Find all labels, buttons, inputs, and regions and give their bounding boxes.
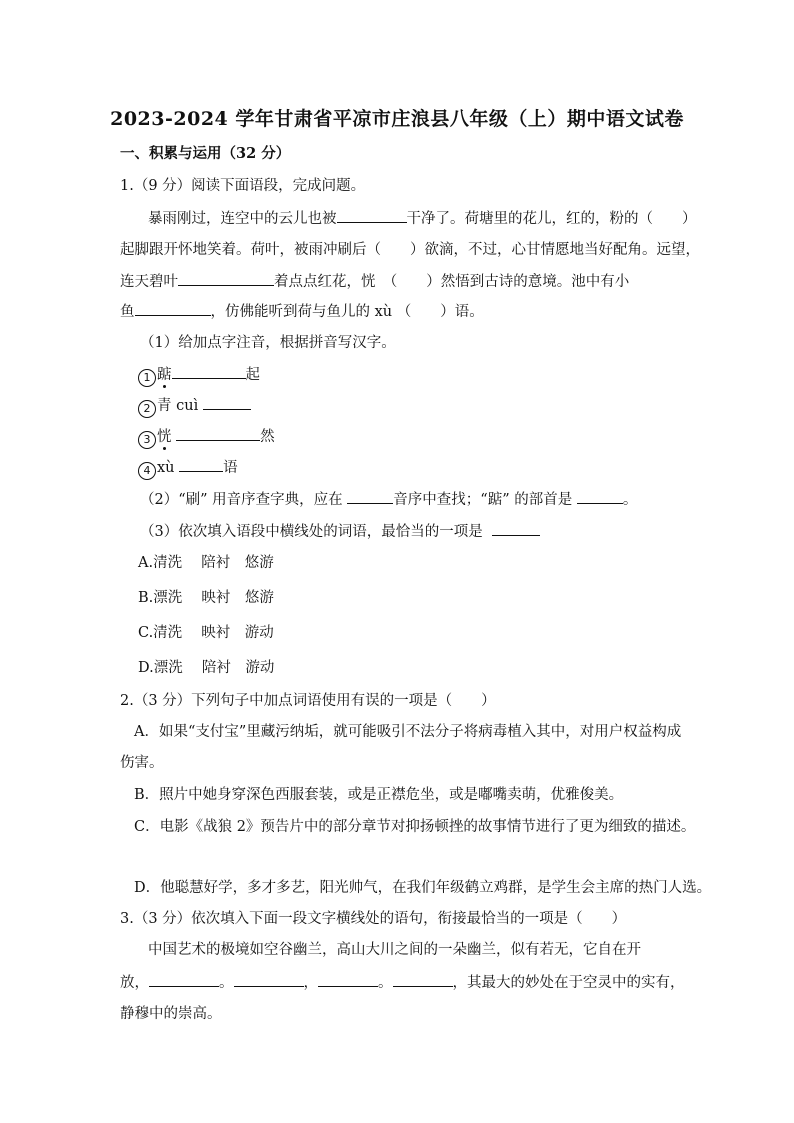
- blank: [318, 972, 378, 987]
- q1-item-2: 2 青 cuì: [138, 395, 251, 418]
- blank: [203, 395, 251, 410]
- q3-stem: 3.（3 分）依次填入下面一段文字横线处的语句，衔接最恰当的一项是（ ）: [120, 911, 627, 927]
- q1-sub2: （2）“刷” 用音序查字典，应在 音序中查找；“踮” 的部首是 。: [140, 489, 637, 510]
- q2-option-c: C．电影《战狼 2》预告片中的部分章节对抑扬顿挫的故事情节进行了更为细致的描述。: [134, 819, 696, 835]
- section-heading: 一、积累与运用（32 分）: [120, 145, 291, 162]
- q2-option-a-cont: 伤害。: [120, 755, 164, 771]
- q1-item-4: 4 xù 语: [138, 457, 238, 480]
- blank: [577, 489, 623, 504]
- q1-sub1: （1）给加点字注音，根据拼音写汉字。: [140, 335, 396, 351]
- q2-stem: 2.（3 分）下列句子中加点词语使用有误的一项是（ ）: [120, 693, 496, 709]
- blank: [149, 972, 219, 987]
- blank: [337, 208, 407, 223]
- blank: [172, 364, 246, 379]
- q1-item-3: 3 恍 然: [138, 426, 275, 449]
- exam-title: 2023-2024 学年甘肃省平凉市庄浪县八年级（上）期中语文试卷: [110, 108, 684, 130]
- blank: [179, 457, 223, 472]
- q2-option-d: D．他聪慧好学，多才多艺，阳光帅气，在我们年级鹤立鸡群，是学生会主席的热门人选。: [134, 880, 712, 896]
- blank: [178, 271, 274, 286]
- q1-passage-line-2: 起脚跟开怀地笑着。荷叶，被雨冲刷后（ ）欲滴，不过，心甘情愿地当好配角。远望，: [120, 242, 700, 258]
- q3-passage-line-1: 中国艺术的极境如空谷幽兰，高山大川之间的一朵幽兰，似有若无，它自在开: [148, 942, 641, 958]
- q1-passage-line-3: 连天碧叶 着点点红花，恍 （ ）然悟到古诗的意境。池中有小: [120, 271, 629, 292]
- q2-option-a: A．如果“支付宝”里藏污纳垢，就可能吸引不法分子将病毒植入其中，对用户权益构成: [134, 724, 682, 740]
- blank: [393, 972, 453, 987]
- blank: [176, 426, 260, 441]
- q2-option-b: B．照片中她身穿深色西服套装，或是正襟危坐，或是嘟嘴卖萌，优雅俊美。: [134, 787, 624, 803]
- q1-passage-line-1: 暴雨刚过，连空中的云儿也被 干净了。荷塘里的花儿，红的，粉的（ ）: [148, 208, 697, 229]
- blank: [135, 301, 211, 316]
- q1-option-b: B.漂洗 映衬 悠游: [138, 590, 274, 606]
- blank: [492, 521, 540, 536]
- blank: [234, 972, 304, 987]
- q1-passage-line-4: 鱼 ，仿佛能听到荷与鱼儿的 xù （ ）语。: [120, 301, 484, 322]
- q3-passage-line-2: 放， 。 ， 。 ，其最大的妙处在于空灵中的实有，: [120, 972, 685, 993]
- q1-option-c: C.清洗 映衬 游动: [138, 625, 274, 641]
- blank: [347, 489, 393, 504]
- q1-sub3: （3）依次填入语段中横线处的词语，最恰当的一项是: [140, 521, 540, 542]
- q1-item-1: 1 踮 起: [138, 364, 260, 387]
- q1-option-a: A.清洗 陪衬 悠游: [138, 555, 274, 571]
- q3-passage-line-3: 静穆中的崇高。: [120, 1006, 222, 1022]
- q1-stem: 1.（9 分）阅读下面语段，完成问题。: [120, 178, 366, 194]
- q1-option-d: D.漂洗 陪衬 游动: [138, 660, 275, 676]
